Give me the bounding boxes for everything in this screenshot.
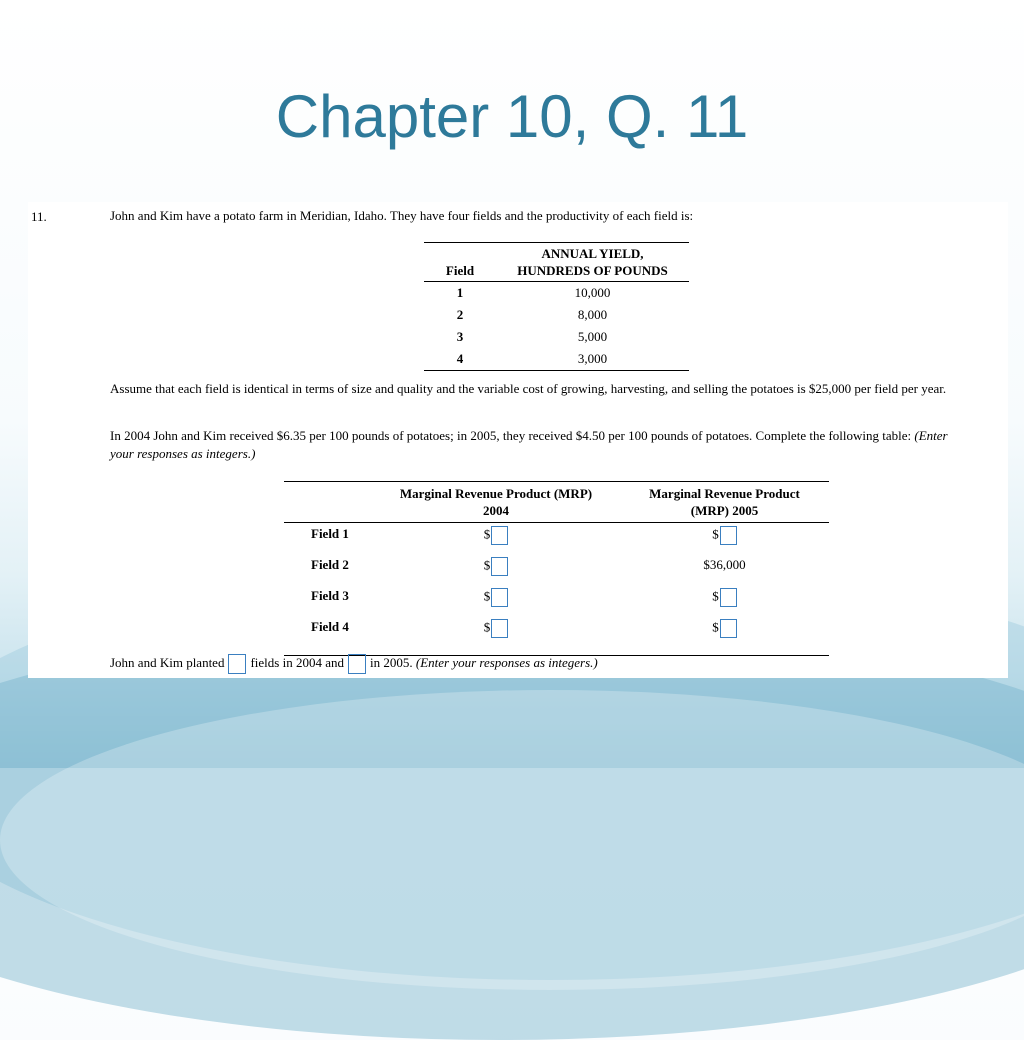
yield-header-line1: ANNUAL YIELD,	[541, 246, 644, 261]
table-row	[284, 523, 829, 555]
final-text-1: John and Kim planted	[110, 655, 225, 670]
table-row	[424, 326, 689, 348]
mrp-row-label: Field 4	[311, 619, 349, 634]
mrp-header-2005-line1: Marginal Revenue Product	[649, 486, 800, 501]
question-final	[110, 654, 1000, 674]
yield-field: 4	[456, 351, 464, 366]
table-row	[284, 554, 829, 585]
yield-table	[424, 242, 689, 371]
mrp-2004-cell	[372, 616, 620, 656]
mrp-2005-field2-value: $36,000	[703, 557, 746, 572]
mrp-header-2005	[620, 482, 829, 523]
currency-symbol: $	[483, 526, 491, 542]
fields-2004-input[interactable]	[228, 654, 246, 674]
mrp-2004-cell	[372, 554, 620, 585]
table-row	[424, 304, 689, 326]
fields-2005-input[interactable]	[348, 654, 366, 674]
mrp-2005-field4-input[interactable]	[720, 619, 737, 638]
currency-symbol: $	[483, 557, 491, 573]
mrp-table	[284, 481, 829, 656]
yield-field: 1	[456, 285, 464, 300]
table-row	[284, 585, 829, 616]
mrp-2005-cell	[620, 616, 829, 656]
mrp-2005-cell	[620, 585, 829, 616]
mrp-2005-cell	[620, 523, 829, 555]
final-text-2: fields in 2004 and	[250, 655, 344, 670]
prices-instruction: (Enter your responses as integers.)	[110, 428, 948, 461]
final-instruction: (Enter your responses as integers.)	[415, 655, 598, 670]
question-prices	[110, 427, 970, 463]
table-row	[284, 616, 829, 656]
question-assumption: Assume that each field is identical in terms of size and quality and the variable cost of growing, harvesting, and selling the potatoes is $25,000 per field per year.	[110, 381, 947, 396]
question-intro: John and Kim have a potato farm in Meridian, Idaho. They have four fields and the productivity of each field is:	[110, 208, 694, 223]
yield-value: 8,000	[577, 307, 608, 322]
mrp-header-2004-line1: Marginal Revenue Product (MRP)	[399, 486, 593, 501]
mrp-2004-field1-input[interactable]	[491, 526, 508, 545]
yield-value: 5,000	[577, 329, 608, 344]
mrp-row-label: Field 1	[311, 526, 349, 541]
prices-text: In 2004 John and Kim received $6.35 per 100 pounds of potatoes; in 2005, they received $4.50 per 100 pounds of potatoes. Complete the following table:	[110, 428, 912, 443]
mrp-2004-cell	[372, 523, 620, 555]
mrp-2005-field1-input[interactable]	[720, 526, 737, 545]
yield-header-yield	[496, 243, 689, 282]
final-text-3: in 2005.	[369, 655, 413, 670]
yield-field: 3	[456, 329, 464, 344]
mrp-row-label: Field 2	[311, 557, 349, 572]
mrp-2004-field4-input[interactable]	[491, 619, 508, 638]
mrp-header-2004	[372, 482, 620, 523]
mrp-2004-cell	[372, 585, 620, 616]
mrp-2005-field3-input[interactable]	[720, 588, 737, 607]
yield-value: 3,000	[577, 351, 608, 366]
mrp-2004-field2-input[interactable]	[491, 557, 508, 576]
yield-header-field: Field	[424, 243, 496, 282]
mrp-row-label: Field 3	[311, 588, 349, 603]
currency-symbol: $	[483, 619, 491, 635]
currency-symbol: $	[712, 526, 719, 542]
yield-value: 10,000	[574, 285, 611, 300]
table-row	[424, 348, 689, 371]
mrp-2004-field3-input[interactable]	[491, 588, 508, 607]
slide-title: Chapter 10, Q. 11	[275, 83, 749, 150]
question-number: 11.	[31, 209, 47, 224]
yield-field: 2	[456, 307, 464, 322]
yield-header-line2: HUNDREDS OF POUNDS	[517, 263, 668, 278]
currency-symbol: $	[712, 588, 719, 604]
currency-symbol: $	[483, 588, 491, 604]
mrp-header-blank	[284, 482, 372, 523]
mrp-header-2005-line2: (MRP) 2005	[690, 503, 759, 518]
currency-symbol: $	[712, 619, 719, 635]
table-row	[424, 282, 689, 305]
mrp-header-2004-line2: 2004	[483, 503, 509, 518]
question-panel	[28, 202, 1008, 678]
